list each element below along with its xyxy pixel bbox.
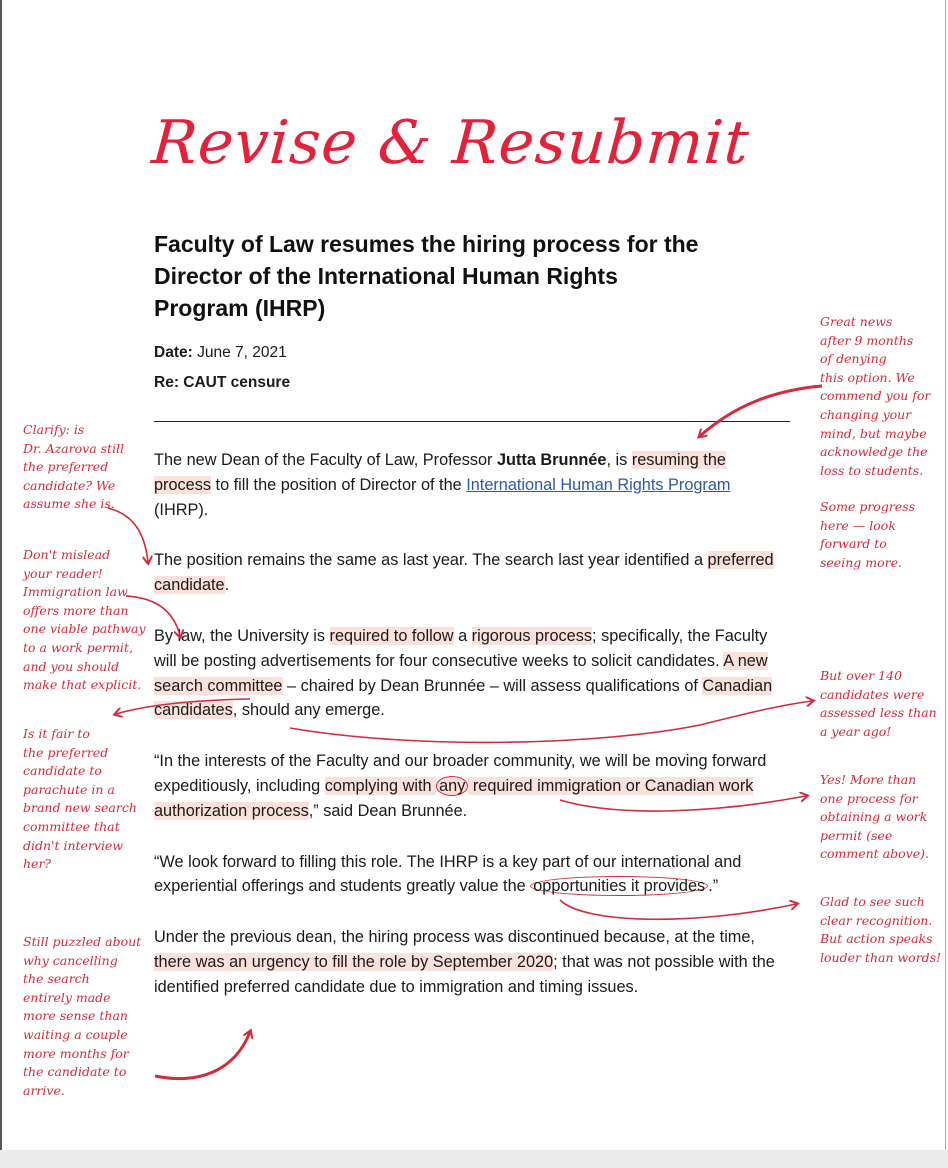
highlight: complying with xyxy=(324,776,437,795)
annotation-right-4: Yes! More than one process for obtaining a work permit (see comment above). xyxy=(820,772,929,862)
highlight: Canadian candidates xyxy=(154,676,773,720)
annotation-left-1: Clarify: is Dr. Azarova still the preferred candidate? We assume she is. xyxy=(23,422,125,512)
text-span: By law, the University is xyxy=(154,626,330,645)
text-span: ; that was not possible with the identified preferred candidate due to immigration and timing issues. xyxy=(154,952,775,996)
date-value: June 7, 2021 xyxy=(197,344,287,361)
text-span: to fill the position of Director of the xyxy=(211,475,467,494)
text-span: . xyxy=(224,576,230,595)
arrow-mislead xyxy=(126,596,180,636)
text-span: ; specifically, the Faculty will be posting advertisements for four consecutive weeks to solicit candidates. xyxy=(154,626,768,670)
text-span: ,” said Dean Brunnée. xyxy=(308,801,468,820)
arrow-glad xyxy=(560,900,796,919)
text-span: The new Dean of the Faculty of Law, Professor xyxy=(154,451,497,469)
text-span: .” xyxy=(708,877,719,896)
arrow-over-140 xyxy=(290,701,812,742)
highlight: rigorous process xyxy=(471,626,593,645)
arrow-puzzled xyxy=(155,1032,250,1079)
circled-phrase: opportunities it provides xyxy=(530,876,708,896)
circled-word: any xyxy=(436,776,468,796)
text-span: , should any emerge. xyxy=(232,701,385,720)
banner-heading: Revise & Resubmit xyxy=(149,108,752,178)
annotation-left-2: Don't mislead your reader! Immigration law offers more than one viable pathway to a work permit, and you should make that explicit. xyxy=(23,547,146,693)
highlight: resuming the process xyxy=(154,451,726,494)
date-label: Date: xyxy=(154,344,193,361)
arrow-clarify xyxy=(108,508,148,562)
annotation-right-5: Glad to see such clear recognition. But action speaks louder than words! xyxy=(820,894,942,965)
highlight: A new search committee xyxy=(154,651,768,695)
arrow-yes xyxy=(560,796,806,811)
arrow-great-news xyxy=(700,386,822,436)
annotation-right-2: Some progress here — look forward to seeing more. xyxy=(820,499,916,570)
arrow-fair xyxy=(116,699,250,714)
text-span: (IHRP). xyxy=(154,500,209,519)
highlight: required immigration or Canadian work authorization process xyxy=(154,776,754,820)
text-span: “We look forward to filling this role. The IHRP is a key part of our international and experiential offerings and students greatly value the xyxy=(154,852,742,896)
highlight: preferred candidate xyxy=(154,551,774,595)
annotation-left-4: Still puzzled about why cancelling the search entirely made more sense than waiting a couple more months for the candidate to arrive. xyxy=(23,934,142,1098)
text-span: a xyxy=(453,626,472,645)
text-span: , is xyxy=(606,451,632,469)
dean-name: Jutta Brunnée xyxy=(497,451,607,469)
document-title: Faculty of Law resumes the hiring process for the Director of the International Human Rights Program (IHRP) xyxy=(154,231,699,321)
re-label: Re: CAUT censure xyxy=(154,374,291,391)
text-span: Under the previous dean, the hiring process was discontinued because, at the time, xyxy=(154,928,755,947)
ihrp-link[interactable]: International Human Rights Program xyxy=(466,475,731,494)
annotation-right-1: Great news after 9 months of denying this option. We commend you for changing your mind, but maybe acknowledge the loss to students. xyxy=(820,314,931,478)
text-span: “In the interests of the Faculty and our broader community, we will be moving forward expeditiously, including xyxy=(154,752,767,795)
annotation-right-3: But over 140 candidates were assessed less than a year ago! xyxy=(820,668,937,739)
highlight: required to follow xyxy=(329,626,454,645)
highlight: there was an urgency to fill the role by September 2020 xyxy=(154,952,554,971)
text-span: The position remains the same as last year. The search last year identified a xyxy=(154,551,708,570)
annotation-left-3: Is it fair to the preferred candidate to parachute in a brand new search committee that didn't interview her? xyxy=(23,726,137,872)
text-span: – chaired by Dean Brunnée – will assess qualifications of xyxy=(282,676,703,695)
